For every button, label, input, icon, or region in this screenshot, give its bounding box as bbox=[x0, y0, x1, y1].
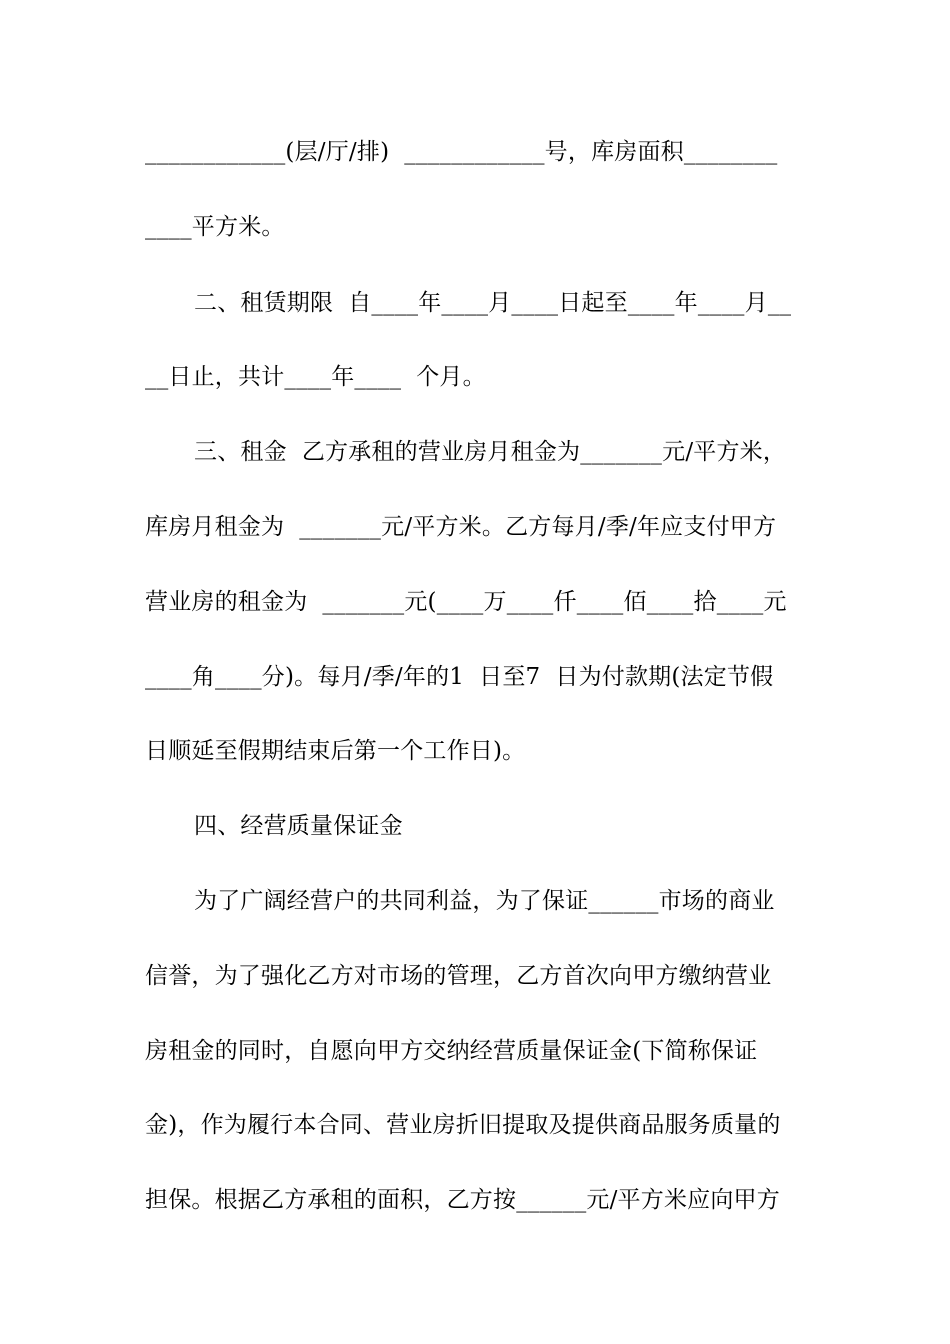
text-line: ____平方米。 bbox=[145, 214, 285, 240]
section-heading-rent: 三、租金 乙方承租的营业房月租金为_______元/平方米， bbox=[194, 439, 787, 465]
text-line: 日顺延至假期结束后第一个工作日)。 bbox=[145, 738, 526, 764]
section-heading-deposit: 四、经营质量保证金 bbox=[194, 813, 403, 839]
paragraph-first-line: 为了广阔经营户的共同利益，为了保证______市场的商业 bbox=[194, 888, 775, 914]
text-line: 担保。根据乙方承租的面积，乙方按______元/平方米应向甲方 bbox=[145, 1187, 780, 1213]
text-line: ____________(层/厅/排) ____________号，库房面积________ bbox=[145, 139, 778, 165]
text-line: ____角____分)。每月/季/年的1 日至7 日为付款期(法定节假 bbox=[145, 664, 774, 690]
text-line: __日止，共计____年____ 个月。 bbox=[145, 364, 486, 390]
section-heading-lease-term: 二、租赁期限 自____年____月____日起至____年____月__ bbox=[194, 290, 792, 316]
text-line: 金)，作为履行本合同、营业房折旧提取及提供商品服务质量的 bbox=[145, 1112, 781, 1138]
text-line: 信誉，为了强化乙方对市场的管理，乙方首次向甲方缴纳营业 bbox=[145, 963, 772, 989]
text-line: 房租金的同时，自愿向甲方交纳经营质量保证金(下简称保证 bbox=[145, 1038, 758, 1064]
text-line: 营业房的租金为 _______元(____万____仟____佰____拾____元 bbox=[145, 589, 787, 615]
text-line: 库房月租金为 _______元/平方米。乙方每月/季/年应支付甲方 bbox=[145, 514, 777, 540]
